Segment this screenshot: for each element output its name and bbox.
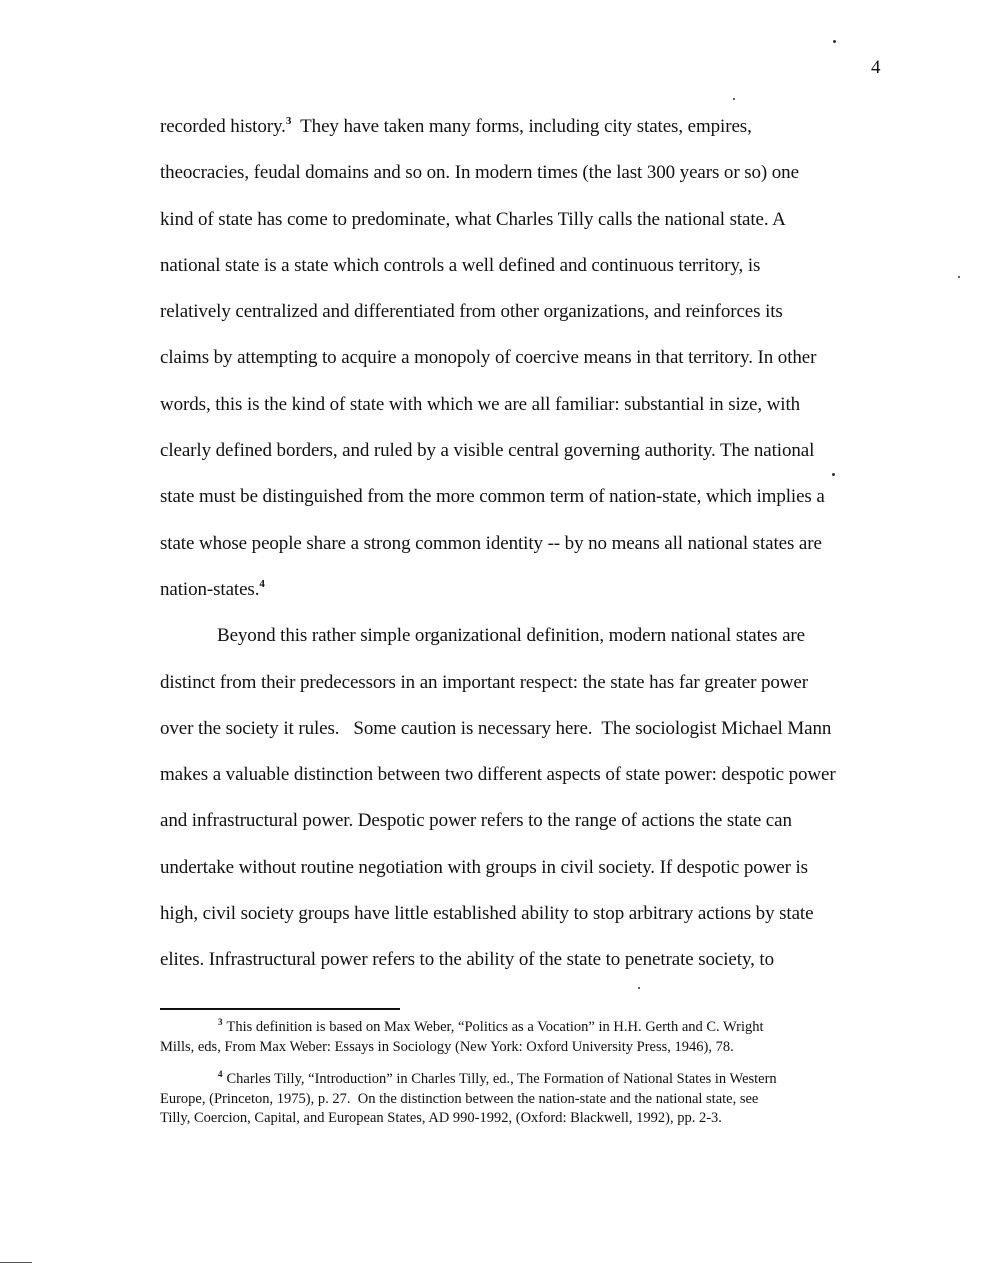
text-line: undertake without routine negotiation with groups in civil society. If despotic power is	[160, 856, 808, 878]
text-line: words, this is the kind of state with which we are all familiar: substantial in size, with	[160, 393, 801, 415]
footnote-marker: 4	[218, 1069, 223, 1079]
body-text	[160, 104, 900, 984]
line-text: nation-states.	[160, 578, 260, 600]
footnote-separator	[160, 1008, 400, 1010]
text-line	[160, 567, 900, 613]
text-line: kind of state has come to predominate, what Charles Tilly calls the national state. A	[160, 208, 786, 230]
scan-speck	[638, 987, 640, 989]
text-line: state whose people share a strong common identity -- by no means all national states are	[160, 532, 822, 554]
page-number: 4	[871, 57, 881, 78]
text-line: over the society it rules. Some caution is necessary here. The sociologist Michael Mann	[160, 717, 832, 739]
line-text: They have taken many forms, including city states, empires,	[291, 116, 752, 137]
footnote-text: Charles Tilly, “Introduction” in Charles Tilly, ed., The Formation of National States in Western	[226, 1071, 777, 1087]
text-line: distinct from their predecessors in an important respect: the state has far greater power	[160, 671, 808, 693]
text-line: elites. Infrastructural power refers to the ability of the state to penetrate society, to	[160, 949, 774, 971]
footnote-line	[160, 1070, 900, 1090]
paragraph-1	[160, 104, 900, 613]
footnote-marker: 3	[218, 1017, 223, 1027]
footnotes	[160, 1018, 900, 1142]
text-line: high, civil society groups have little established ability to stop arbitrary actions by state	[160, 903, 814, 925]
footnote-3	[160, 1018, 900, 1057]
scan-mark	[0, 1262, 32, 1263]
footnote-text: This definition is based on Max Weber, “Politics as a Vocation” in H.H. Gerth and C. Wright	[226, 1019, 764, 1035]
text-line	[160, 104, 900, 150]
text-line: clearly defined borders, and ruled by a visible central governing authority. The national	[160, 440, 815, 462]
footnote-line: Europe, (Princeton, 1975), p. 27. On the distinction between the nation-state and the national state, see	[160, 1090, 759, 1107]
text-line: theocracies, feudal domains and so on. In modern times (the last 300 years or so) one	[160, 162, 799, 184]
text-line: and infrastructural power. Despotic power refers to the range of actions the state can	[160, 810, 792, 832]
scan-speck	[733, 98, 735, 100]
text-line: makes a valuable distinction between two different aspects of state power: despotic power	[160, 764, 836, 786]
footnote-ref-4[interactable]: 4	[259, 577, 265, 590]
footnote-ref-3[interactable]: 3	[285, 115, 292, 127]
text-line: Beyond this rather simple organizational definition, modern national states are	[217, 625, 805, 647]
scan-speck	[832, 473, 835, 476]
text-line: relatively centralized and differentiated from other organizations, and reinforces its	[160, 301, 783, 323]
scan-speck	[833, 40, 836, 43]
footnote-4	[160, 1070, 900, 1129]
footnote-line: Tilly, Coercion, Capital, and European States, AD 990-1992, (Oxford: Blackwell, 1992), pp. 2-3.	[160, 1110, 722, 1126]
scan-speck	[958, 276, 960, 278]
text-line: national state is a state which controls a well defined and continuous territory, is	[160, 254, 761, 276]
footnote-line	[160, 1018, 900, 1038]
text-line: claims by attempting to acquire a monopoly of coercive means in that territory. In other	[160, 347, 817, 369]
footnote-line: Mills, eds, From Max Weber: Essays in Sociology (New York: Oxford University Press, 1946), 78.	[160, 1038, 734, 1055]
text-line: state must be distinguished from the more common term of nation-state, which implies a	[160, 486, 825, 508]
line-text: recorded history.	[160, 116, 286, 137]
paragraph-2	[160, 613, 900, 983]
